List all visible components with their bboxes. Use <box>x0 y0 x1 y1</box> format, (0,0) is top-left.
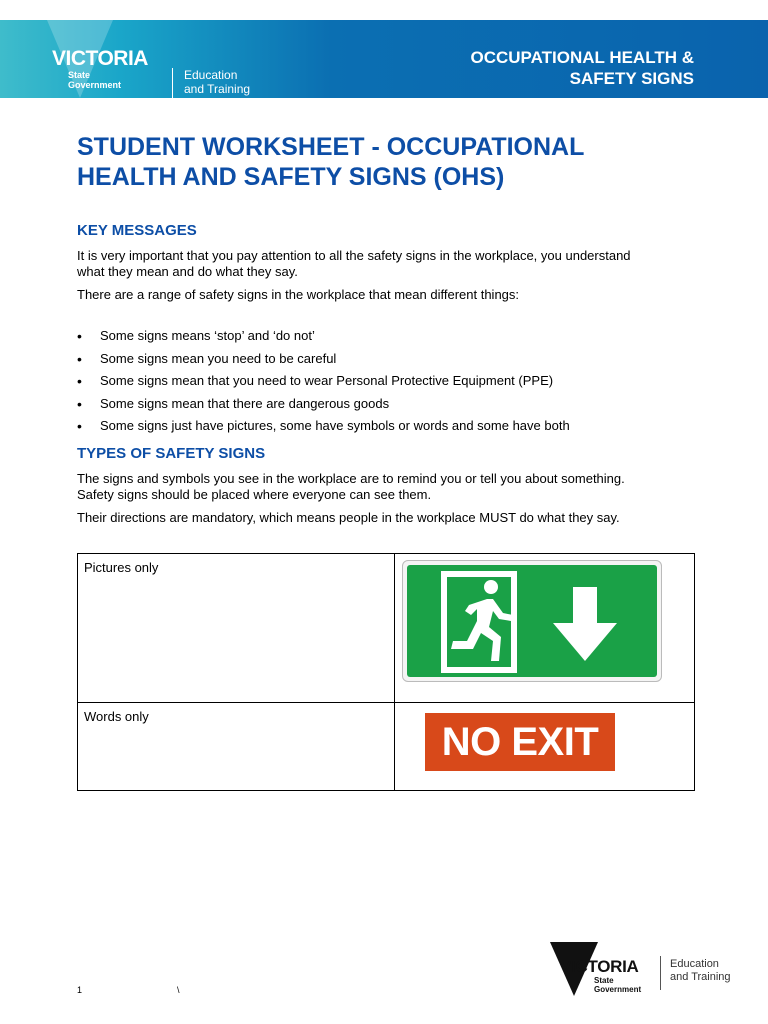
key-messages-list <box>77 328 570 441</box>
footer-department <box>670 958 731 984</box>
footer-sub-2: Government <box>594 985 642 994</box>
banner-subtitle: KNOW THE RULES <box>559 97 694 114</box>
page-number: 1 <box>77 985 83 995</box>
logo-sub-1: State <box>68 70 91 80</box>
title-line-2: HEALTH AND SAFETY SIGNS (OHS) <box>77 163 505 191</box>
victoria-logo <box>52 48 148 90</box>
table-row <box>78 554 695 703</box>
table-cell-label: Pictures only <box>78 554 395 703</box>
signs-table <box>77 553 695 791</box>
header-banner <box>0 20 768 114</box>
types-para-1 <box>77 471 697 503</box>
para-line: The signs and symbols you see in the workplace are to remind you or tell you about something. <box>77 471 625 486</box>
para-line: what they mean and do what they say. <box>77 264 298 279</box>
exit-sign-image <box>402 560 662 682</box>
key-messages-para-2: There are a range of safety signs in the workplace that mean different things: <box>77 287 520 302</box>
list-item: • Some signs mean that there are dangerous goods <box>77 396 570 419</box>
list-item: • Some signs just have pictures, some have symbols or words and some have both <box>77 418 570 441</box>
table-cell-label: Words only <box>78 703 395 791</box>
table-cell-image <box>395 703 695 791</box>
no-exit-sign-image: NO EXIT <box>425 713 615 771</box>
footer-dept-2: and Training <box>670 971 731 983</box>
list-item: • Some signs mean you need to be careful <box>77 351 570 374</box>
footer-divider <box>660 956 661 990</box>
dept-line-1: Education <box>184 68 238 82</box>
table-cell-image <box>395 554 695 703</box>
types-para-2: Their directions are mandatory, which means people in the workplace MUST do what they say. <box>77 510 620 525</box>
para-line: It is very important that you pay attention to all the safety signs in the workplace, you understand <box>77 248 631 263</box>
list-item: • Some signs means ‘stop’ and ‘do not’ <box>77 328 570 351</box>
types-heading: TYPES OF SAFETY SIGNS <box>77 445 266 462</box>
banner-title-line-1: OCCUPATIONAL HEALTH & <box>470 48 694 67</box>
dept-line-2: and Training <box>184 82 251 96</box>
footer-logo-sub <box>594 976 641 994</box>
key-messages-para-1 <box>77 248 697 280</box>
table-row <box>78 703 695 791</box>
list-item: • Some signs mean that you need to wear Personal Protective Equipment (PPE) <box>77 373 570 396</box>
logo-sub-2: Government <box>68 80 122 90</box>
title-line-1: STUDENT WORKSHEET - OCCUPATIONAL <box>77 133 585 161</box>
footer-logo <box>550 942 750 998</box>
logo-wordmark: VICTORIA <box>52 47 148 70</box>
department-name <box>184 68 250 96</box>
footer-dept-1: Education <box>670 958 719 970</box>
para-line: Safety signs should be placed where everyone can see them. <box>77 487 432 502</box>
logo-divider <box>172 68 173 104</box>
running-man-exit-icon <box>407 565 657 677</box>
banner-title-line-2: SAFETY SIGNS <box>569 69 694 88</box>
key-messages-heading: KEY MESSAGES <box>77 222 197 239</box>
banner-title <box>470 47 694 89</box>
page-title <box>77 132 697 192</box>
footer-logo-wordmark: VICTORIA <box>560 957 639 976</box>
footer-marker: \ <box>177 985 180 995</box>
footer-sub-1: State <box>594 976 614 985</box>
